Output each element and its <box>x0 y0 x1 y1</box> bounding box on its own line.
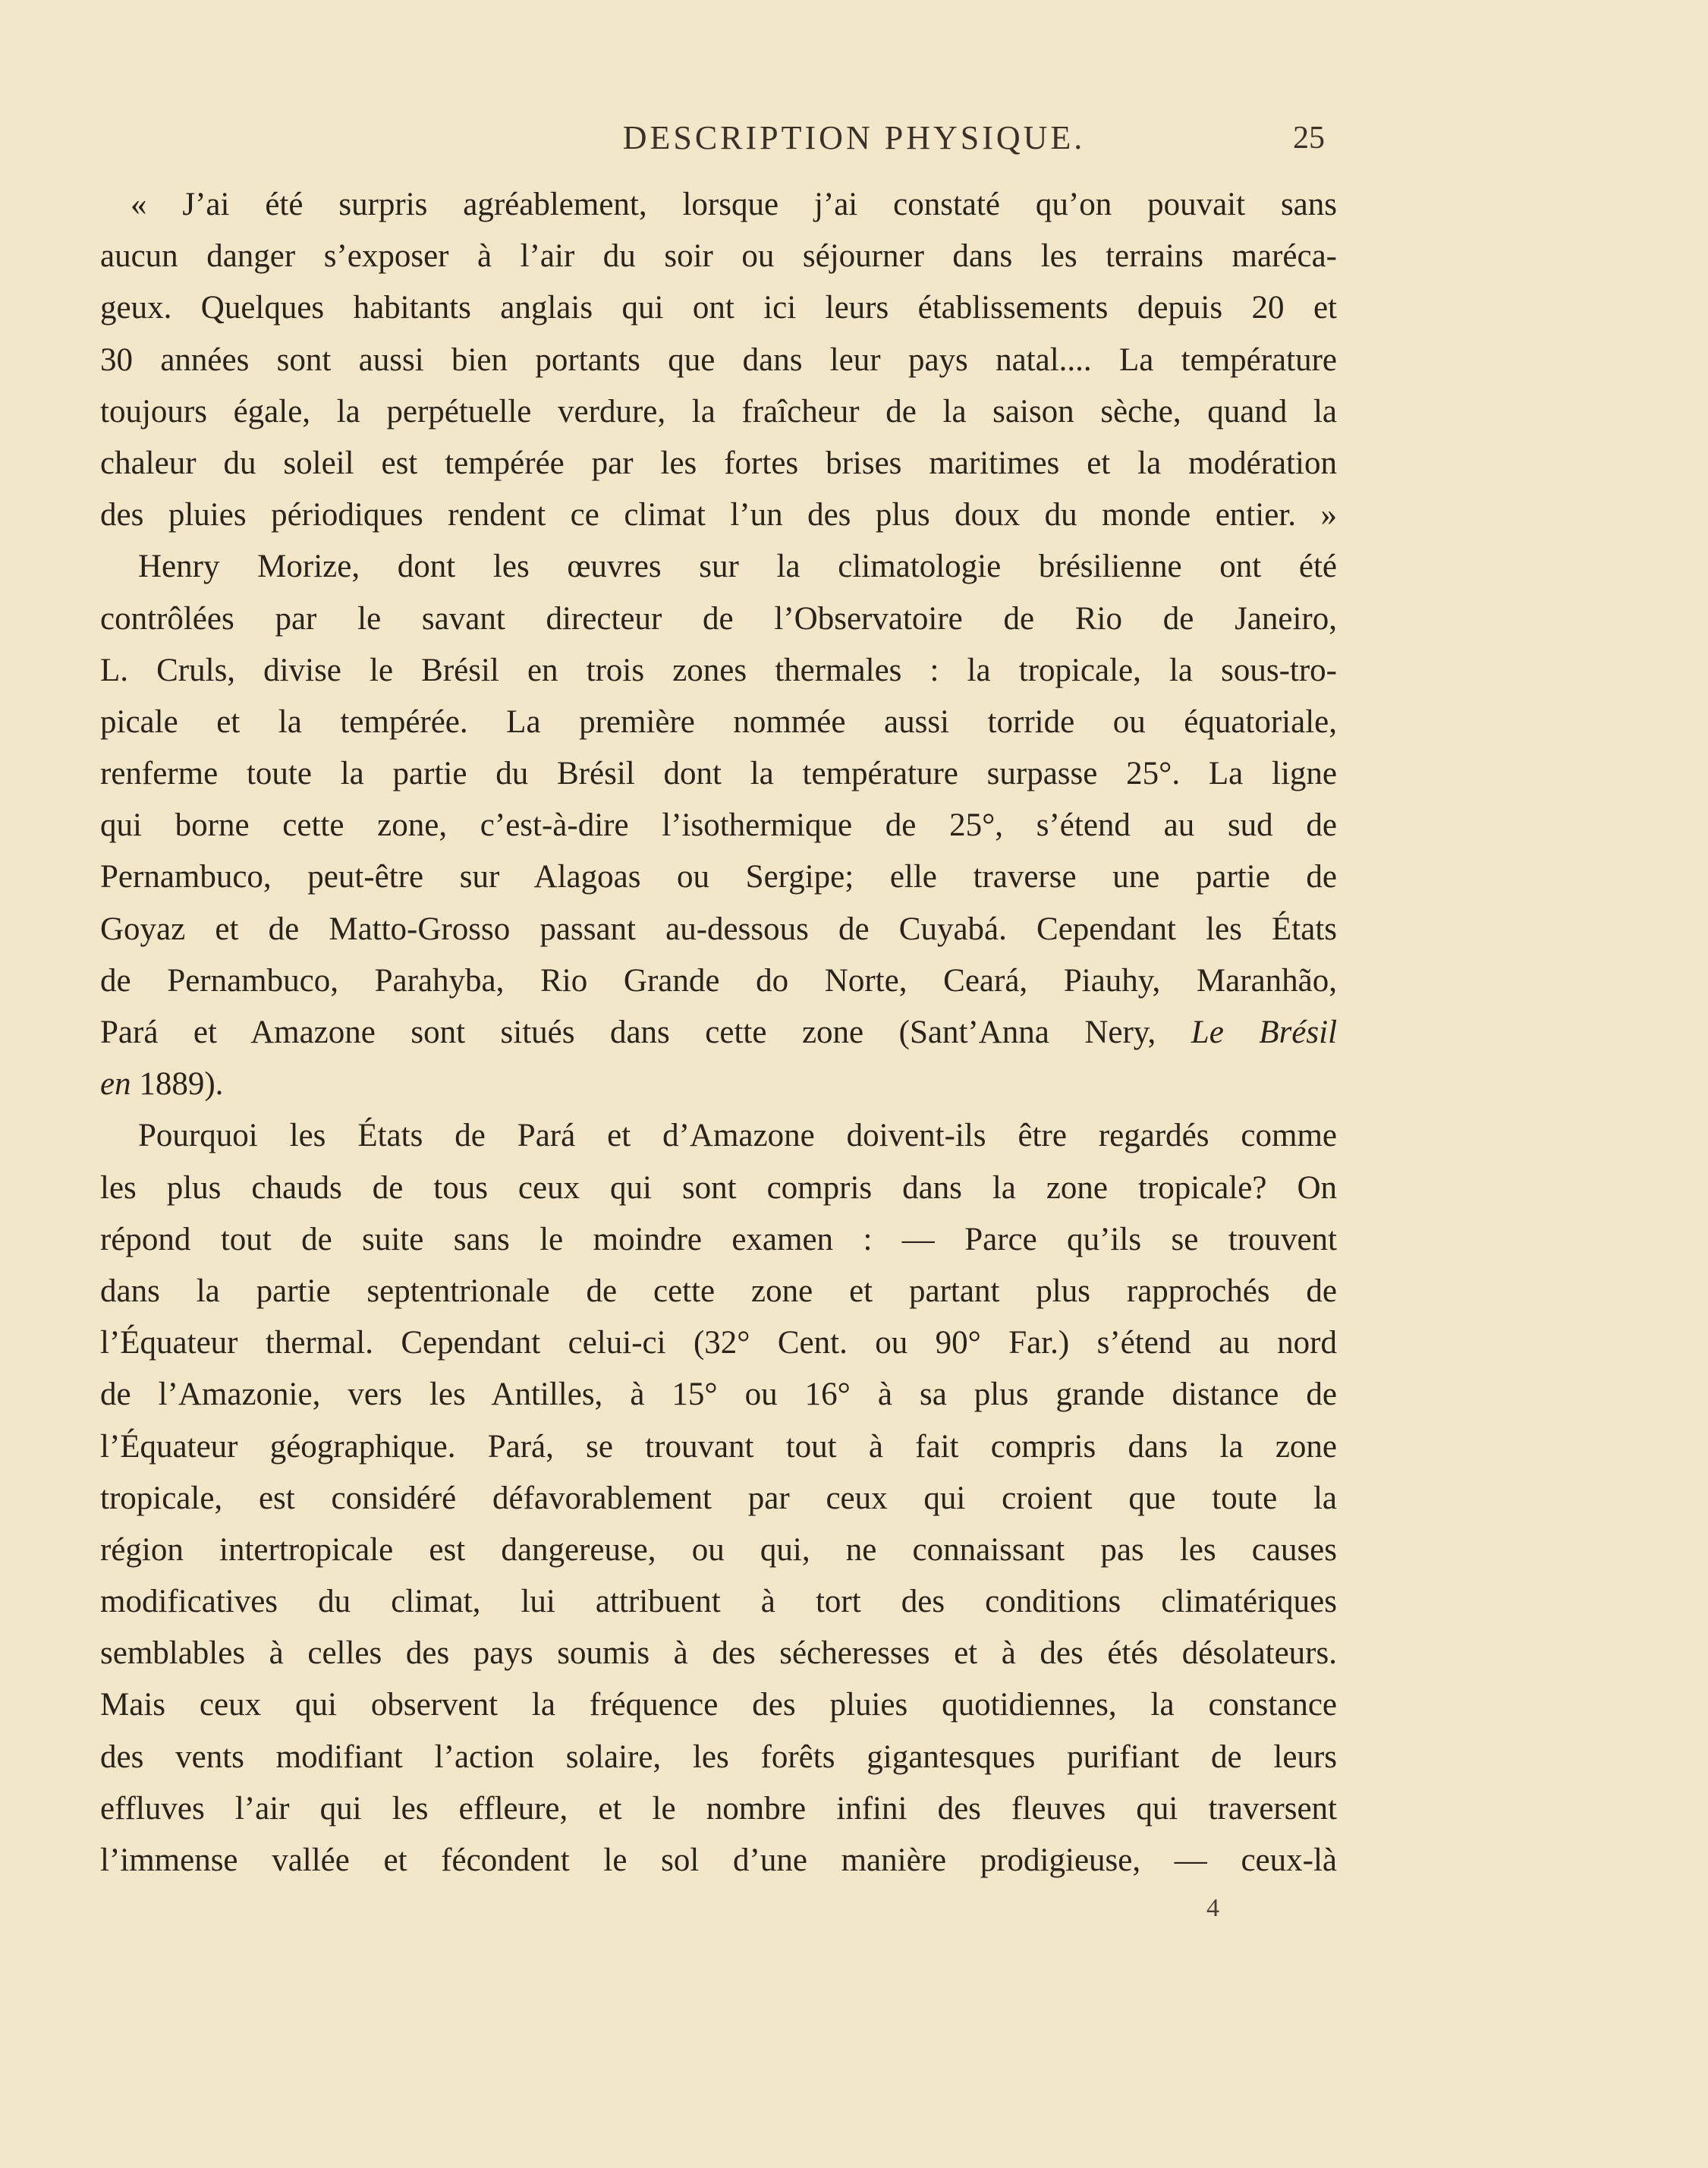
text-line: répond tout de suite sans le moindre examen : — Parce qu’ils se trouvent <box>100 1221 1337 1257</box>
text-line: région intertropicale est dangereuse, ou qui, ne connaissant pas les causes <box>100 1531 1337 1568</box>
text-line: effluves l’air qui les effleure, et le nombre infini des fleuves qui traversent <box>100 1790 1337 1827</box>
text-line: dans la partie septentrionale de cette zone et partant plus rapprochés de <box>100 1273 1337 1309</box>
text-line: des pluies périodiques rendent ce climat l’un des plus doux du monde entier. » <box>100 497 1337 533</box>
text-line: « J’ai été surpris agréablement, lorsque j’ai constaté qu’on pouvait sans <box>131 187 1337 222</box>
text-line: qui borne cette zone, c’est-à-dire l’isothermique de 25°, s’étend au sud de <box>100 807 1337 844</box>
text-line: toujours égale, la perpétuelle verdure, la fraîcheur de la saison sèche, quand la <box>100 393 1337 430</box>
text-line: Mais ceux qui observent la fréquence des pluies quotidiennes, la constance <box>100 1687 1337 1723</box>
text-line: modificatives du climat, lui attribuent à tort des conditions climatériques <box>100 1584 1337 1620</box>
text-line: Pernambuco, peut-être sur Alagoas ou Sergipe; elle traverse une partie de <box>100 859 1337 895</box>
text-line: picale et la tempérée. La première nommée aussi torride ou équatoriale, <box>100 703 1337 740</box>
text-line: l’Équateur thermal. Cependant celui-ci (32° Cent. ou 90° Far.) s’étend au nord <box>100 1325 1337 1361</box>
citation-prefix: Pará et Amazone sont situés dans cette zone (Sant’Anna Nery, <box>100 1015 1156 1050</box>
text-line: Pourquoi les États de Pará et d’Amazone doivent-ils être regardés comme <box>138 1118 1337 1154</box>
text-line: 30 années sont aussi bien portants que dans leur pays natal.... La température <box>100 341 1337 378</box>
signature-mark: 4 <box>1206 1894 1219 1922</box>
text-line: de Pernambuco, Parahyba, Rio Grande do Norte, Ceará, Piauhy, Maranhão, <box>100 962 1337 999</box>
text-line <box>100 1059 1337 1110</box>
text-line: tropicale, est considéré défavorablement par ceux qui croient que toute la <box>100 1480 1337 1516</box>
text-line: geux. Quelques habitants anglais qui ont ici leurs établissements depuis 20 et <box>100 290 1337 326</box>
text-line: l’immense vallée et fécondent le sol d’une manière prodigieuse, — ceux-là <box>100 1842 1337 1878</box>
text-line: contrôlées par le savant directeur de l’Observatoire de Rio de Janeiro, <box>100 600 1337 637</box>
text-line: renferme toute la partie du Brésil dont la température surpasse 25°. La ligne <box>100 756 1337 792</box>
citation-title: Le Brésil <box>1191 1015 1337 1050</box>
body-text <box>100 179 1337 1886</box>
text-line: Henry Morize, dont les œuvres sur la climatologie brésilienne ont été <box>138 549 1337 585</box>
text-line: aucun danger s’exposer à l’air du soir ou séjourner dans les terrains maréca- <box>100 238 1337 275</box>
text-line: L. Cruls, divise le Brésil en trois zones thermales : la tropicale, la sous-tro- <box>100 652 1337 688</box>
text-line: de l’Amazonie, vers les Antilles, à 15° ou 16° à sa plus grande distance de <box>100 1377 1337 1413</box>
text-line-with-citation <box>100 1007 1337 1059</box>
text-line: des vents modifiant l’action solaire, les forêts gigantesques purifiant de leurs <box>100 1738 1337 1775</box>
text-line: Goyaz et de Matto-Grosso passant au-dessous de Cuyabá. Cependant les États <box>100 911 1337 947</box>
running-head <box>0 114 1708 159</box>
text-line: semblables à celles des pays soumis à des sécheresses et à des étés désolateurs. <box>100 1635 1337 1672</box>
text-line: chaleur du soleil est tempérée par les fortes brises maritimes et la modération <box>100 445 1337 481</box>
page-number: 25 <box>1293 121 1325 156</box>
running-title: DESCRIPTION PHYSIQUE. <box>622 119 1086 156</box>
text-line: l’Équateur géographique. Pará, se trouvant tout à fait compris dans la zone <box>100 1428 1337 1465</box>
citation-title-end: en <box>100 1066 131 1103</box>
text-line: les plus chauds de tous ceux qui sont compris dans la zone tropicale? On <box>100 1169 1337 1206</box>
citation-year: 1889). <box>139 1066 224 1103</box>
